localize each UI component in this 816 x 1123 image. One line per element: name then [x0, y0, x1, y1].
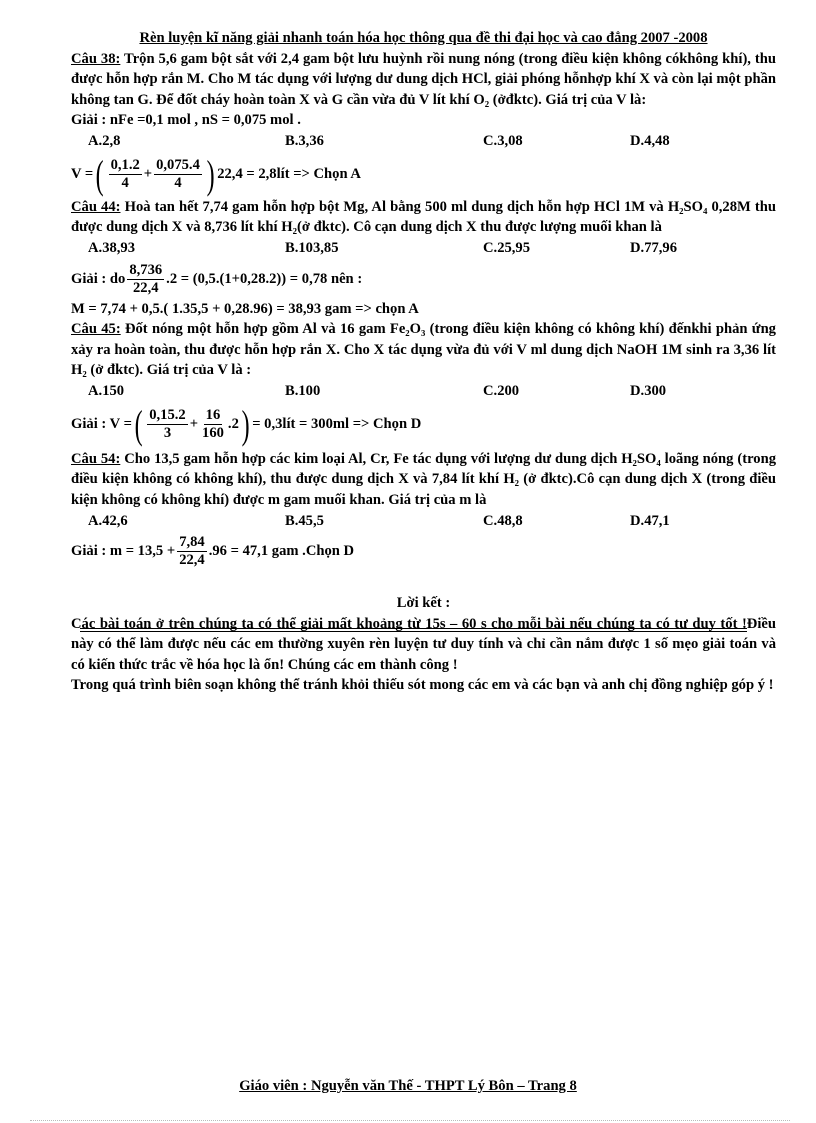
numerator: 7,84: [179, 534, 205, 550]
option-a: A.2,8: [88, 133, 121, 150]
numerator: 8,736: [129, 261, 163, 278]
page-edge-divider: [30, 1120, 790, 1121]
option-d: D.77,96: [630, 240, 678, 257]
conclusion-title: Lời kết :: [396, 595, 451, 611]
option-a: A.150: [88, 383, 125, 400]
option-a: A.38,93: [88, 240, 136, 257]
question-54: [71, 449, 776, 511]
fraction: [127, 262, 164, 297]
solution-prefix: Giải : m = 13,5 +: [71, 543, 176, 560]
question-54-text: Cho 13,5 gam hỗn hợp các kim loại Al, Cr, Fe tác dụng với lượng dư dung dịch H₂SO₄ loãng nóng (trong điều kiện không có không khí), thu được dung dịch X và 7,84 lít khí H₂ (ở đktc).Cô cạn dung dịch X (trong điều kiện không có không khí) được m gam muối khan. Giá trị của m là: [71, 450, 776, 508]
option-c: C.48,8: [483, 512, 523, 529]
section-divider: [80, 628, 747, 629]
conclusion-paragraph-2: Trong quá trình biên soạn không thể tránh khỏi thiếu sót mong các em và các bạn và anh chị đồng nghiệp góp ý !: [71, 677, 774, 693]
question-54-label: Câu 54:: [71, 450, 121, 467]
denominator: 3: [163, 425, 172, 441]
option-c: C.25,95: [483, 240, 531, 257]
fraction: [200, 407, 226, 442]
question-38: [71, 49, 776, 111]
numerator: 0,1.2: [110, 157, 140, 173]
page-content: [71, 28, 776, 696]
denominator: 22,4: [132, 279, 159, 296]
plus-sign: +: [189, 416, 199, 433]
right-paren: ): [206, 151, 215, 197]
section-divider: [80, 631, 747, 632]
question-44-solution: [71, 262, 776, 297]
question-38-solution: [71, 151, 776, 197]
question-44-label: Câu 44:: [71, 198, 121, 215]
question-54-solution: [71, 534, 776, 569]
question-45-label: Câu 45:: [71, 321, 121, 337]
denominator: 160: [202, 425, 224, 441]
numerator: 16: [205, 407, 221, 423]
solution-prefix: Giải : V =: [71, 416, 132, 433]
question-44-options: [71, 238, 776, 260]
denominator: 4: [174, 175, 182, 191]
option-b: B.103,85: [285, 240, 339, 257]
denominator: 22,4: [179, 552, 205, 568]
numerator: 0,075.4: [156, 157, 200, 173]
solution-prefix: V =: [71, 166, 94, 183]
question-38-given: Giải : nFe =0,1 mol , nS = 0,075 mol .: [71, 112, 301, 128]
option-a: A.42,6: [88, 512, 128, 529]
question-45-solution: [71, 401, 776, 447]
question-38-options: [71, 131, 776, 153]
question-44: [71, 197, 776, 238]
denominator: 4: [121, 175, 129, 191]
plus-sign: +: [143, 166, 153, 183]
option-c: C.3,08: [483, 133, 523, 150]
fraction: [154, 157, 202, 192]
option-d: D.4,48: [630, 133, 670, 150]
page-title: Rèn luyện kĩ năng giải nhanh toán hóa học thông qua đề thi đại học và cao đẳng 2007 -2008: [139, 30, 708, 46]
question-38-text: Trộn 5,6 gam bột sắt với 2,4 gam bột lưu huỳnh rồi nung nóng (trong điều kiện không cókhông khí), thu được hỗn hợp rắn M. Cho M tác dụng với lượng dư dung dịch HCl, giải phóng hỗnhợp khí X và còn lại một phần không tan G. Để đốt cháy hoàn toàn X và G cần vừa đủ V lít khí O₂ (ởđktc). Giá trị của V là:: [71, 50, 776, 108]
option-b: B.100: [285, 383, 321, 400]
question-38-label: Câu 38:: [71, 50, 121, 67]
solution-tail: = 0,3lít = 300ml => Chọn D: [252, 416, 422, 433]
left-paren: (: [95, 151, 104, 197]
option-d: D.300: [630, 383, 667, 400]
option-b: B.3,36: [285, 133, 324, 150]
option-c: C.200: [483, 383, 520, 400]
solution-tail: 22,4 = 2,8lít => Chọn A: [217, 166, 361, 183]
solution-tail: .96 = 47,1 gam .Chọn D: [208, 543, 355, 560]
option-b: B.45,5: [285, 512, 324, 529]
option-d: D.47,1: [630, 512, 670, 529]
question-44-solution-line2: M = 7,74 + 0,5.( 1.35,5 + 0,28.96) = 38,93 gam => chọn A: [71, 300, 419, 317]
question-44-text: Hoà tan hết 7,74 gam hỗn hợp bột Mg, Al bằng 500 ml dung dịch hỗn hợp HCl 1M và H₂SO₄ 0,28M thu được dung dịch X và 8,736 lít khí H₂(ở đktc). Cô cạn dung dịch X thu được lượng muối khan là: [71, 198, 776, 235]
page-footer: Giáo viên : Nguyễn văn Thế - THPT Lý Bôn – Trang 8: [239, 1078, 577, 1094]
question-45-text: Đốt nóng một hỗn hợp gồm Al và 16 gam Fe₂O₃ (trong điều kiện không có không khí) đếnkhi phản ứng xảy ra hoàn toàn, thu được hỗn hợp rắn X. Cho X tác dụng vừa đủ với V ml dung dịch NaOH 1M sinh ra 3,36 lít H₂ (ở đktc). Giá trị của V là :: [71, 321, 776, 378]
fraction: [147, 407, 187, 442]
times-two: .2: [227, 416, 239, 433]
conclusion-paragraph-1: Các bài toán ở trên chúng ta có thể giải mất khoảng từ 15s – 60 s cho mỗi bài nếu chúng ta có tư duy tốt !Điều này có thể làm được nếu các em thường xuyên rèn luyện tư duy tính và chỉ cần nắm được 1 số mẹo giải toán và có kiến thức trắc về hóa học là ổn! Chúng các em thành công !: [71, 615, 776, 673]
question-45-options: [71, 381, 776, 403]
solution-mid: .2 = (0,5.(1+0,28.2)) = 0,78 nên :: [166, 270, 363, 287]
question-54-options: [71, 510, 776, 532]
fraction: [177, 534, 207, 569]
question-45: [71, 319, 776, 381]
solution-prefix: Giải : do: [71, 270, 126, 287]
left-paren: (: [134, 401, 143, 447]
fraction: [109, 157, 142, 192]
numerator: 0,15.2: [149, 407, 186, 423]
right-paren: ): [241, 401, 250, 447]
